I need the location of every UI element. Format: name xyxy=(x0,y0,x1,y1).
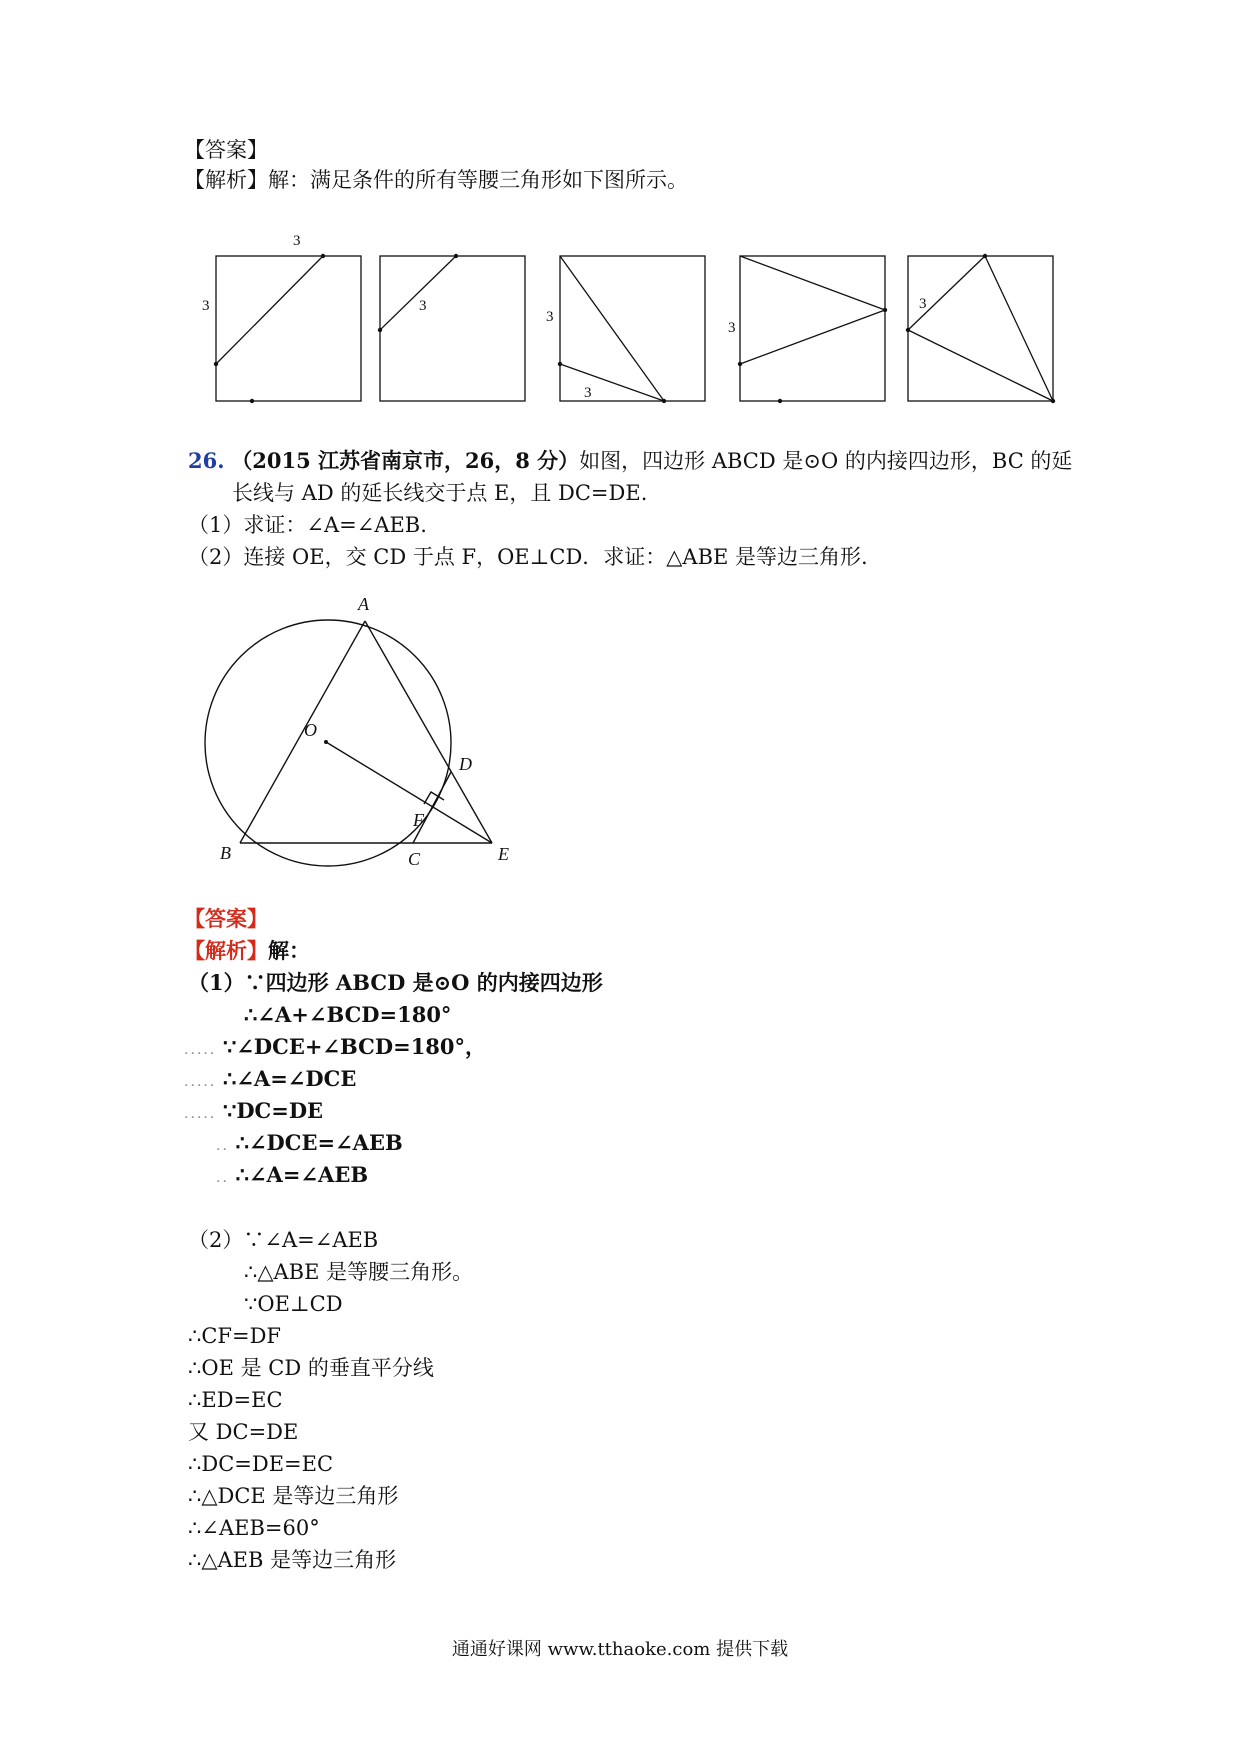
p1-line-4-row xyxy=(184,1066,356,1095)
square-3 xyxy=(560,256,705,401)
p1-line-3: ∵∠DCE+∠BCD=180°， xyxy=(222,1034,487,1059)
problem-source: （2015 江苏省南京市，26，8 分） xyxy=(231,448,580,473)
point-label-o: O xyxy=(304,720,317,740)
problem-part-2: （2）连接 OE，交 CD 于点 F，OE⊥CD．求证：△ABE 是等边三角形. xyxy=(188,545,868,569)
solution-analysis-label: 【解析】 xyxy=(184,938,268,963)
problem-statement-2: 长线与 AD 的延长线交于点 E，且 DC=DE. xyxy=(232,481,648,505)
circle-quadrilateral-figure xyxy=(180,590,540,880)
point-label-b: B xyxy=(220,843,231,863)
square-1 xyxy=(216,256,361,401)
square-5-triangle-side-1 xyxy=(908,256,985,330)
square-2-segment xyxy=(380,256,456,330)
p2-line-7: 又 DC=DE xyxy=(188,1420,299,1444)
p1-line-6: ∴∠DCE=∠AEB xyxy=(235,1130,403,1155)
p2-line-10: ∴∠AEB=60° xyxy=(188,1516,320,1540)
dot-leader: ..... xyxy=(184,1042,217,1058)
square-5 xyxy=(908,256,1053,401)
label-3-a: 3 xyxy=(293,233,301,249)
p1-line-1: （1）∵四边形 ABCD 是⊙O 的内接四边形 xyxy=(188,970,603,995)
p1-line-5-row xyxy=(184,1098,323,1127)
dot-leader: ..... xyxy=(184,1074,217,1090)
dot-leader: .. xyxy=(216,1170,229,1186)
point-label-a: A xyxy=(358,594,369,614)
square-2 xyxy=(380,256,525,401)
p1-line-2: ∴∠A+∠BCD=180° xyxy=(244,1002,452,1027)
p2-line-8: ∴DC=DE=EC xyxy=(188,1452,334,1476)
p2-line-3: ∵OE⊥CD xyxy=(244,1292,343,1316)
label-3-e: 3 xyxy=(584,385,592,401)
segment-ae xyxy=(365,621,492,843)
p1-line-5: ∵DC=DE xyxy=(222,1098,324,1123)
p2-line-2: ∴△ABE 是等腰三角形。 xyxy=(244,1260,474,1284)
point-label-c: C xyxy=(408,849,421,869)
solution-answer-label: 【答案】 xyxy=(184,906,268,931)
square-3-triangle-side-1 xyxy=(560,256,664,401)
p1-line-3-row xyxy=(184,1034,486,1063)
problem-line-1 xyxy=(188,448,1072,474)
analysis-text-prev: 解：满足条件的所有等腰三角形如下图所示。 xyxy=(268,168,688,192)
p2-line-5: ∴OE 是 CD 的垂直平分线 xyxy=(188,1356,434,1380)
p1-line-4: ∴∠A=∠DCE xyxy=(222,1066,357,1091)
analysis-line-prev xyxy=(184,167,688,193)
problem-part-1: （1）求证：∠A=∠AEB. xyxy=(188,513,427,537)
p2-line-1: （2）∵∠A=∠AEB xyxy=(188,1228,379,1252)
dot-leader: ..... xyxy=(184,1106,217,1122)
square-3-triangle-side-2 xyxy=(560,364,664,401)
point-label-e: E xyxy=(498,844,509,864)
label-3-b: 3 xyxy=(202,298,210,314)
p2-line-6: ∴ED=EC xyxy=(188,1388,283,1412)
page-footer: 通通好课网 www.tthaoke.com 提供下载 xyxy=(451,1639,789,1660)
square-4 xyxy=(740,256,885,401)
label-3-f: 3 xyxy=(728,320,736,336)
solution-analysis-line xyxy=(184,938,310,964)
square-5-triangle-side-3 xyxy=(908,330,1053,401)
p1-line-7: ∴∠A=∠AEB xyxy=(235,1162,369,1187)
segment-ab xyxy=(240,621,365,843)
problem-number: 26. xyxy=(188,448,225,473)
label-3-d: 3 xyxy=(546,309,554,325)
p1-line-6-row xyxy=(216,1130,403,1159)
square-1-diagonal xyxy=(216,256,323,364)
square-4-triangle-side-2 xyxy=(740,310,885,364)
p2-line-11: ∴△AEB 是等边三角形 xyxy=(188,1548,397,1572)
label-3-c: 3 xyxy=(419,298,427,314)
segment-cd xyxy=(413,772,451,843)
point-label-f: F xyxy=(413,810,424,830)
label-3-g: 3 xyxy=(919,296,927,312)
answer-label-prev: 【答案】 xyxy=(184,138,268,162)
p1-line-7-row xyxy=(216,1162,368,1191)
right-angle-mark xyxy=(424,792,444,804)
dot-leader: .. xyxy=(216,1138,229,1154)
analysis-label-prev: 【解析】 xyxy=(184,168,268,192)
point-label-d: D xyxy=(459,754,472,774)
p2-line-4: ∴CF=DF xyxy=(188,1324,282,1348)
solution-solve: 解： xyxy=(268,938,310,963)
p2-line-9: ∴△DCE 是等边三角形 xyxy=(188,1484,399,1508)
square-4-triangle-side-1 xyxy=(740,256,885,310)
problem-statement-1: 如图，四边形 ABCD 是⊙O 的内接四边形，BC 的延 xyxy=(579,449,1073,473)
square-5-triangle-side-2 xyxy=(985,256,1053,401)
isosceles-triangle-figures xyxy=(190,222,1090,412)
